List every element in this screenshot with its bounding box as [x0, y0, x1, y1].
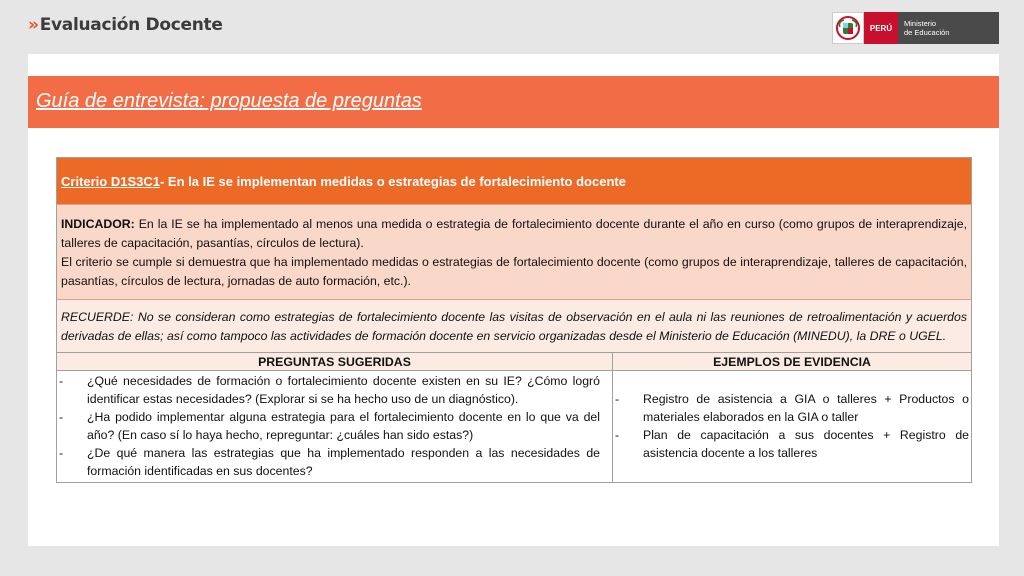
ministry-line-2: de Educación	[904, 28, 950, 37]
bullet-dash: -	[59, 446, 64, 460]
question-text: ¿Qué necesidades de formación o fortalecimiento docente existen en su IE? ¿Cómo logró identificar estas necesidades? (Explorar si se ha hecho uso de un diagnóstico).	[87, 374, 600, 406]
criterion-fulfillment-text: El criterio se cumple si demuestra que ha implementado medidas o estrategias de fortalecimiento docente (como grupos de interaprendizaje, talleres de capacitación, pasantías, círculos de lectura, jornadas de auto formación, etc.).	[61, 255, 967, 288]
peru-badge: PERÚ	[864, 12, 898, 44]
evidence-item	[615, 426, 969, 462]
questions-list	[57, 371, 612, 482]
question-text: ¿Ha podido implementar alguna estrategia para el fortalecimiento docente en lo que va del año? (En caso sí lo haya hecho, repreguntar: ¿cuáles han sido estas?)	[87, 410, 600, 442]
top-header-bar	[0, 0, 1024, 54]
ministry-logo	[832, 12, 999, 44]
page-title: Guía de entrevista: propuesta de preguntas	[36, 90, 422, 112]
criterion-row	[57, 158, 971, 204]
reminder-text: RECUERDE: No se consideran como estrategias de fortalecimiento docente las visitas de observación en el aula ni las reuniones de retroalimentación y acuerdos derivadas de ellas; así como tampoco las actividades de formación docente en servicio organizadas desde el Ministerio de Educación (MINEDU), la DRE o UGEL.	[61, 310, 967, 343]
two-column-section	[57, 352, 971, 482]
brand-logo	[28, 15, 223, 35]
chevrons-icon: »	[28, 15, 39, 35]
question-item	[59, 444, 600, 480]
bullet-dash: -	[615, 392, 620, 406]
bullet-dash: -	[59, 374, 64, 388]
bullet-dash: -	[615, 428, 620, 442]
indicator-paragraph	[61, 215, 967, 253]
questions-column	[57, 353, 613, 482]
question-item	[59, 372, 600, 408]
bullet-dash: -	[59, 410, 64, 424]
criterion-code: Criterio D1S3C1	[61, 173, 160, 189]
evidence-text: Registro de asistencia a GIA o talleres + Productos o materiales elaborados en la GIA o taller	[643, 392, 969, 424]
evidence-list	[613, 371, 971, 464]
title-banner	[28, 76, 999, 128]
evidence-column	[613, 353, 971, 482]
indicator-label: INDICADOR:	[61, 217, 135, 231]
criterion-text: - En la IE se implementan medidas o estrategias de fortalecimiento docente	[159, 173, 626, 189]
evidence-header: EJEMPLOS DE EVIDENCIA	[613, 353, 971, 371]
ministry-line-1: Ministerio	[904, 19, 937, 28]
peru-coat-of-arms-icon	[832, 12, 864, 44]
question-item	[59, 408, 600, 444]
reminder-row	[57, 299, 971, 352]
evidence-text: Plan de capacitación a sus docentes + Registro de asistencia docente a los talleres	[643, 428, 969, 460]
ministry-name	[898, 12, 999, 44]
indicator-text: En la IE se ha implementado al menos una medida o estrategia de fortalecimiento docente durante el año en curso (como grupos de interaprendizaje, talleres de capacitación, pasantías, círculos de lectura).	[61, 217, 967, 250]
brand-text: Evaluación Docente	[39, 15, 223, 35]
evidence-item	[615, 390, 969, 426]
interview-guide-table	[56, 157, 972, 483]
question-text: ¿De qué manera las estrategias que ha implementado responden a las necesidades de formación identificadas en sus docentes?	[87, 446, 600, 478]
indicator-row	[57, 204, 971, 299]
questions-header: PREGUNTAS SUGERIDAS	[57, 353, 612, 371]
